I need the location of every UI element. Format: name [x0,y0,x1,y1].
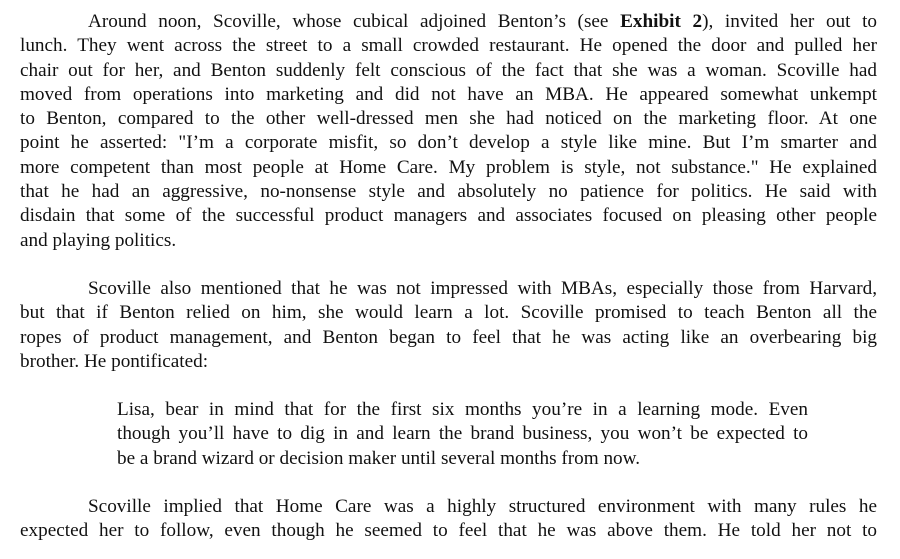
text-line: expected her to follow, even though he seemed to feel that he was above them. He told her not to [20,520,877,542]
text-line: moved from operations into marketing and did not have an MBA. He appeared somewhat unkempt [20,83,877,105]
text-line: brother. He pontificated: [20,350,209,372]
document-page [20,10,877,544]
text-line: Scoville implied that Home Care was a highly structured environment with many rules he [88,496,877,518]
text-line: lunch. They went across the street to a small crowded restaurant. He opened the door and pulled her [20,35,877,57]
exhibit-reference: Exhibit 2 [620,11,703,32]
text-line: chair out for her, and Benton suddenly felt conscious of the fact that she was a woman. Scoville had [20,59,877,81]
paragraph-2 [20,277,877,374]
text-line: ropes of product management, and Benton began to feel that he was acting like an overbearing big [20,326,877,348]
block-quote [117,398,808,471]
text-line: but that if Benton relied on him, she would learn a lot. Scoville promised to teach Benton all the [20,302,877,324]
paragraph-gap [20,253,877,277]
paragraph-gap [20,374,877,398]
paragraph-gap [20,471,877,495]
text-line: Scoville also mentioned that he was not impressed with MBAs, especially those from Harvard, [88,277,877,299]
text-line: disdain that some of the successful product managers and associates focused on pleasing other people [20,205,877,227]
text-line: Around noon, Scoville, whose cubical adjoined Benton’s (see Exhibit 2), invited her out to [88,11,878,32]
text-line: to Benton, compared to the other well-dressed men she had noticed on the marketing floor. At one [20,108,877,130]
text-line: point he asserted: "I’m a corporate misfit, so don’t develop a style like mine. But I’m smarter and [20,132,877,154]
paragraph-1 [20,10,877,253]
text-line: more competent than most people at Home Care. My problem is style, not substance." He explained [20,156,877,178]
paragraph-4 [20,495,877,544]
text-line: and playing politics. [20,229,177,251]
quote-line: be a brand wizard or decision maker until several months from now. [117,447,641,469]
quote-line: Lisa, bear in mind that for the first six months you’re in a learning mode. Even [117,399,808,421]
text-line: that he had an aggressive, no-nonsense style and absolutely no patience for politics. He said with [20,181,877,203]
quote-line: though you’ll have to dig in and learn the brand business, you won’t be expected to [117,423,808,445]
